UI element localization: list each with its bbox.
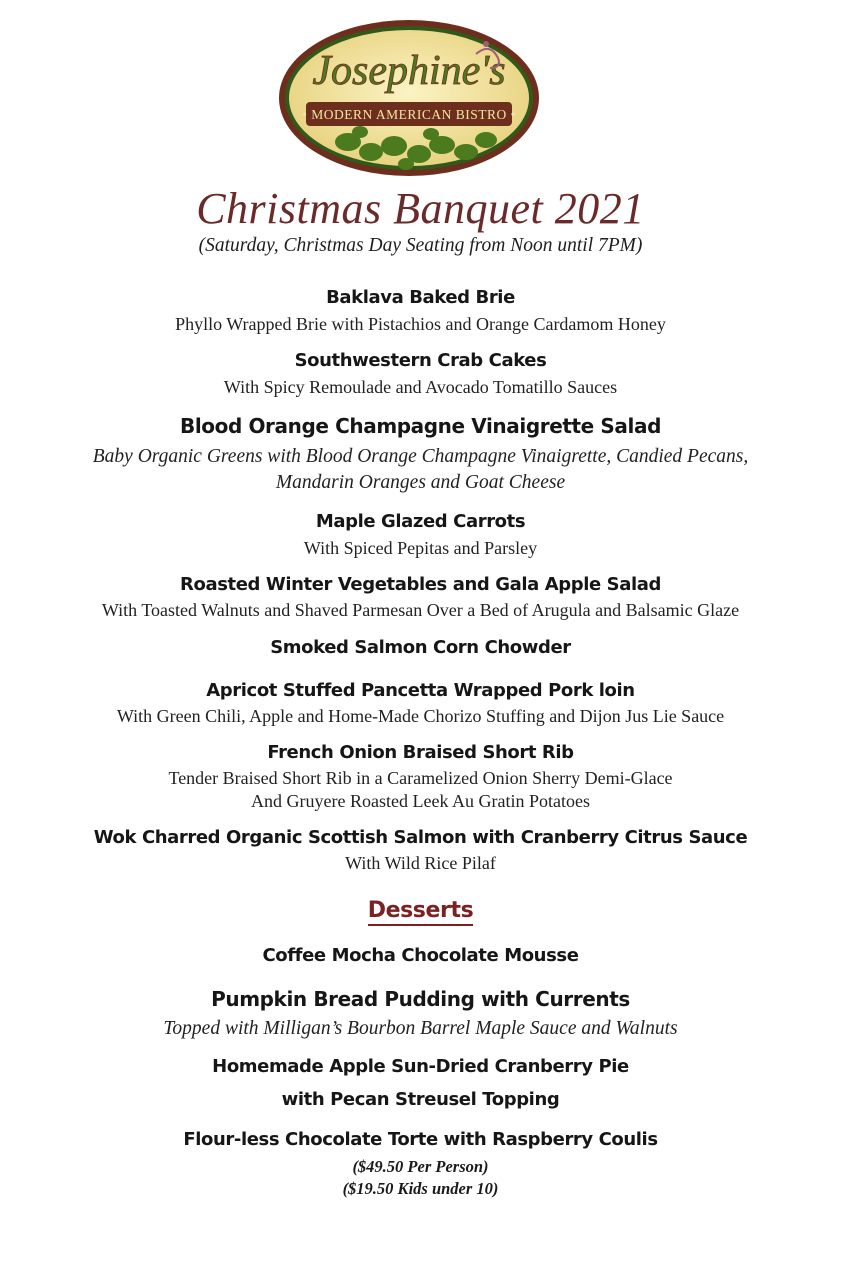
page-title: Christmas Banquet 2021 bbox=[196, 184, 645, 233]
menu-item-name: Blood Orange Champagne Vinaigrette Salad bbox=[180, 414, 661, 438]
menu-item-name: Southwestern Crab Cakes bbox=[294, 350, 547, 371]
menu-item-description: Phyllo Wrapped Brie with Pistachios and Orange Cardamom Honey bbox=[175, 314, 666, 334]
menu-item-description: With Green Chili, Apple and Home-Made Chorizo Stuffing and Dijon Jus Lie Sauce bbox=[116, 706, 725, 726]
menu-item-description: With Toasted Walnuts and Shaved Parmesan Over a Bed of Arugula and Balsamic Glaze bbox=[101, 600, 740, 620]
page-subtitle: (Saturday, Christmas Day Seating from Noon until 7PM) bbox=[198, 235, 643, 256]
svg-text:Josephine's: Josephine's bbox=[312, 48, 506, 94]
menu-item-description: Baby Organic Greens with Blood Orange Champagne Vinaigrette, Candied Pecans, bbox=[92, 446, 749, 467]
logo-name bbox=[312, 48, 505, 94]
menu-item-description: With Wild Rice Pilaf bbox=[345, 853, 496, 873]
menu-item-description: Mandarin Oranges and Goat Cheese bbox=[275, 472, 566, 493]
menu-item-name: Smoked Salmon Corn Chowder bbox=[270, 637, 571, 658]
menu-item-name: Roasted Winter Vegetables and Gala Apple Salad bbox=[180, 574, 661, 595]
menu-item-description: Tender Braised Short Rib in a Caramelized Onion Sherry Demi-Glace bbox=[168, 768, 673, 788]
menu-item-description: With Spicy Remoulade and Avocado Tomatillo Sauces bbox=[223, 377, 618, 397]
adult-price: ($49.50 Per Person) bbox=[352, 1157, 489, 1176]
menu-item-name: Wok Charred Organic Scottish Salmon with Cranberry Citrus Sauce bbox=[93, 827, 748, 848]
menu-item-name: Apricot Stuffed Pancetta Wrapped Pork loin bbox=[206, 680, 635, 701]
dessert-item-name: Flour-less Chocolate Torte with Raspberry Coulis bbox=[183, 1129, 658, 1150]
svg-text:• MODERN AMERICAN BISTRO •: • MODERN AMERICAN BISTRO • bbox=[302, 107, 516, 122]
menu-item-name: French Onion Braised Short Rib bbox=[267, 742, 574, 763]
kids-price: ($19.50 Kids under 10) bbox=[342, 1179, 499, 1198]
dessert-item-name: Coffee Mocha Chocolate Mousse bbox=[262, 945, 579, 966]
menu-item-description: With Spiced Pepitas and Parsley bbox=[303, 538, 538, 558]
dessert-item-name: Pumpkin Bread Pudding with Currents bbox=[211, 987, 630, 1011]
logo-tagline bbox=[302, 107, 516, 122]
menu-item-name: Maple Glazed Carrots bbox=[315, 511, 526, 532]
dessert-item-description: Topped with Milligan’s Bourbon Barrel Maple Sauce and Walnuts bbox=[163, 1018, 678, 1039]
desserts-heading: Desserts bbox=[0, 898, 841, 923]
dessert-item-name: Homemade Apple Sun-Dried Cranberry Pie bbox=[212, 1056, 629, 1077]
dessert-item-description: with Pecan Streusel Topping bbox=[281, 1089, 560, 1110]
restaurant-logo bbox=[276, 14, 542, 180]
menu-item-name: Baklava Baked Brie bbox=[326, 287, 515, 308]
menu-item-description: And Gruyere Roasted Leek Au Gratin Potatoes bbox=[251, 791, 590, 811]
